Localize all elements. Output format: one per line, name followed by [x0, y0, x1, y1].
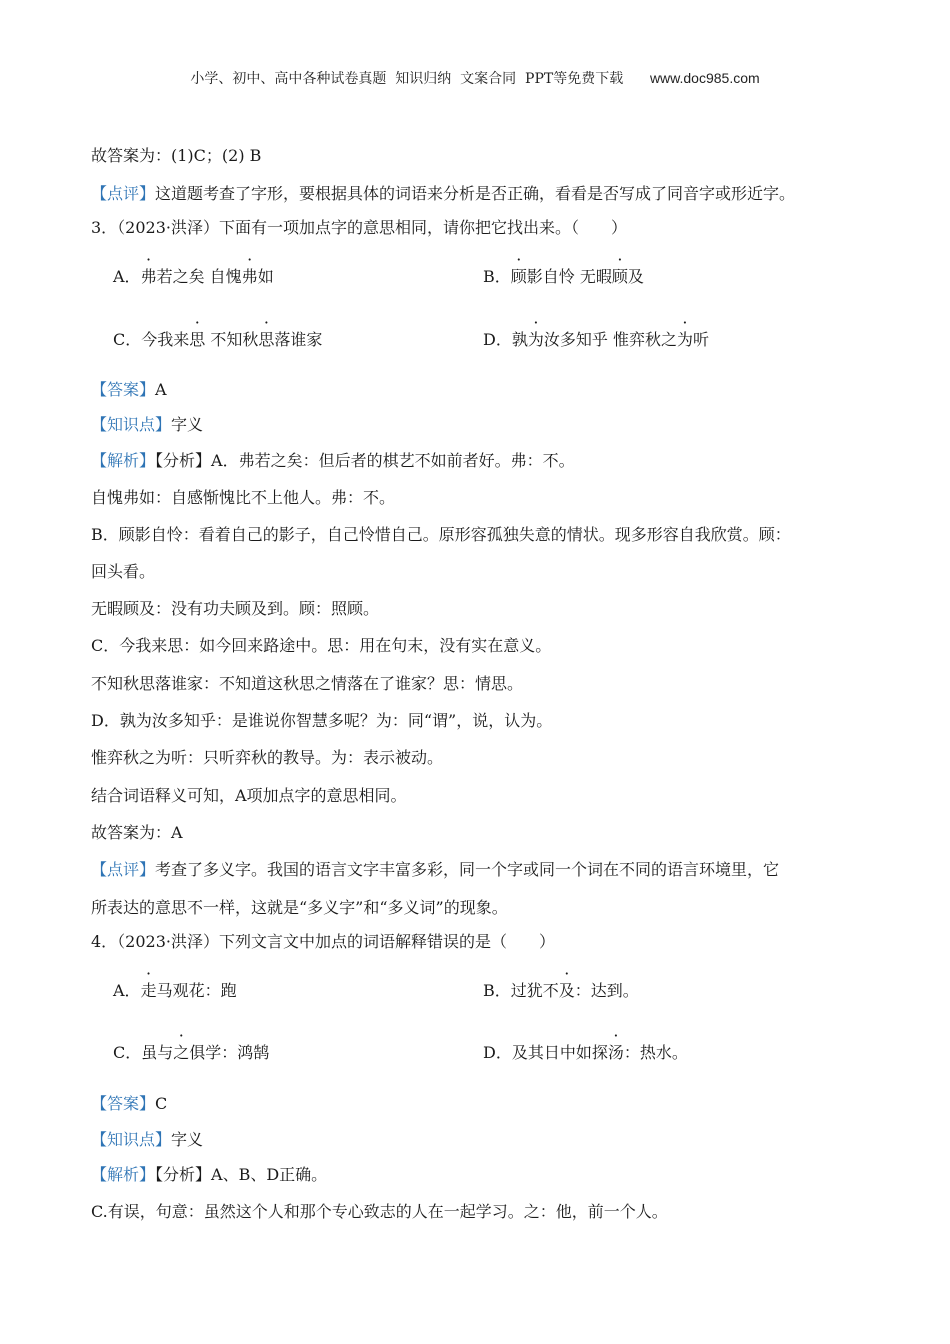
- emphasis-dot-char: 为: [527, 330, 544, 349]
- emphasis-dot-char: 走: [140, 981, 157, 1000]
- emphasis-dot-char: 弗: [140, 267, 157, 286]
- q3-analysis-line: 结合词语释义可知，A项加点字的意思相同。: [91, 786, 407, 805]
- q3-answer: 【答案】A: [91, 380, 167, 399]
- q4-knowledge: 【知识点】字义: [91, 1130, 204, 1149]
- q3-analysis-first: 【解析】【分析】A．弗若之矣：但后者的棋艺不如前者好。弗：不。: [91, 451, 575, 470]
- emphasis-dot-char: 思: [258, 330, 275, 349]
- comment-tag: 【点评】: [91, 184, 156, 203]
- q4-answer: 【答案】C: [91, 1094, 168, 1113]
- q3-analysis-line: 无暇顾及：没有功夫顾及到。顾：照顾。: [91, 599, 380, 618]
- emphasis-dot-char: 为: [676, 330, 693, 349]
- emphasis-dot-char: 顾: [510, 267, 527, 286]
- prev-comment: [91, 184, 795, 204]
- q3-option-b: B．顾影自怜 无暇顾及: [483, 267, 644, 286]
- q4-analysis-line: C.有误，句意：虽然这个人和那个专心致志的人在一起学习。之：他，前一个人。: [91, 1202, 668, 1221]
- q3-analysis-line: D．孰为汝多知乎：是谁说你智慧多呢？为：同“谓”，说，认为。: [91, 711, 553, 730]
- q3-analysis-line: 回头看。: [91, 562, 156, 581]
- q3-option-a: A．弗若之矣 自愧弗如: [113, 267, 274, 286]
- q3-option-d: D．孰为汝多知乎 惟弈秋之为听: [483, 330, 709, 349]
- emphasis-dot-char: 思: [189, 330, 206, 349]
- q3-analysis-line: 不知秋思落谁家：不知道这秋思之情落在了谁家？思：情思。: [91, 674, 524, 693]
- prev-answer-line: 故答案为：(1)C；(2) B: [91, 146, 262, 165]
- header-text: 小学、初中、高中各种试卷真题 知识归纳 文案合同 PPT等免费下载: [190, 71, 624, 87]
- header-url[interactable]: www.doc985.com: [649, 70, 760, 86]
- q4-option-b: B．过犹不及：达到。: [483, 981, 639, 1000]
- q3-knowledge: 【知识点】字义: [91, 415, 204, 434]
- q4-option-c: C．虽与之俱学：鸿鹄: [113, 1043, 270, 1062]
- emphasis-dot-char: 及: [558, 981, 575, 1000]
- q3-option-c: C．今我来思 不知秋思落谁家: [113, 330, 323, 349]
- q3-comment: 【点评】考查了多义字。我国的语言文字丰富多彩，同一个字或同一个词在不同的语言环境里，它: [91, 860, 780, 879]
- emphasis-dot-char: 顾: [611, 267, 628, 286]
- page-header: [0, 68, 950, 88]
- q3-stem: 3．（2023·洪泽）下面有一项加点字的意思相同，请你把它找出来。（ ）: [91, 218, 627, 237]
- q4-option-d: D．及其日中如探汤：热水。: [483, 1043, 688, 1062]
- q4-stem: 4．（2023·洪泽）下列文言文中加点的词语解释错误的是（ ）: [91, 932, 555, 951]
- comment-text: 这道题考查了字形，要根据具体的词语来分析是否正确，看看是否写成了同音字或形近字。: [155, 184, 796, 203]
- q3-analysis-line: 故答案为：A: [91, 823, 183, 842]
- emphasis-dot-char: 之: [173, 1043, 190, 1062]
- q3-analysis-line: B．顾影自怜：看着自己的影子，自己怜惜自己。原形容孤独失意的情状。现多形容自我欣赏。顾：: [91, 525, 791, 544]
- emphasis-dot-char: 汤: [607, 1043, 624, 1062]
- q3-analysis-line: 惟弈秋之为听：只听弈秋的教导。为：表示被动。: [91, 748, 444, 767]
- emphasis-dot-char: 弗: [241, 267, 258, 286]
- q4-option-a: A．走马观花：跑: [113, 981, 237, 1000]
- q3-analysis-line: C．今我来思：如今回来路途中。思：用在句末，没有实在意义。: [91, 636, 552, 655]
- q4-analysis-first: 【解析】【分析】A、B、D正确。: [91, 1165, 328, 1184]
- q3-comment-cont: 所表达的意思不一样，这就是“多义字”和“多义词”的现象。: [91, 898, 508, 917]
- q3-analysis-line: 自愧弗如：自感惭愧比不上他人。弗：不。: [91, 488, 396, 507]
